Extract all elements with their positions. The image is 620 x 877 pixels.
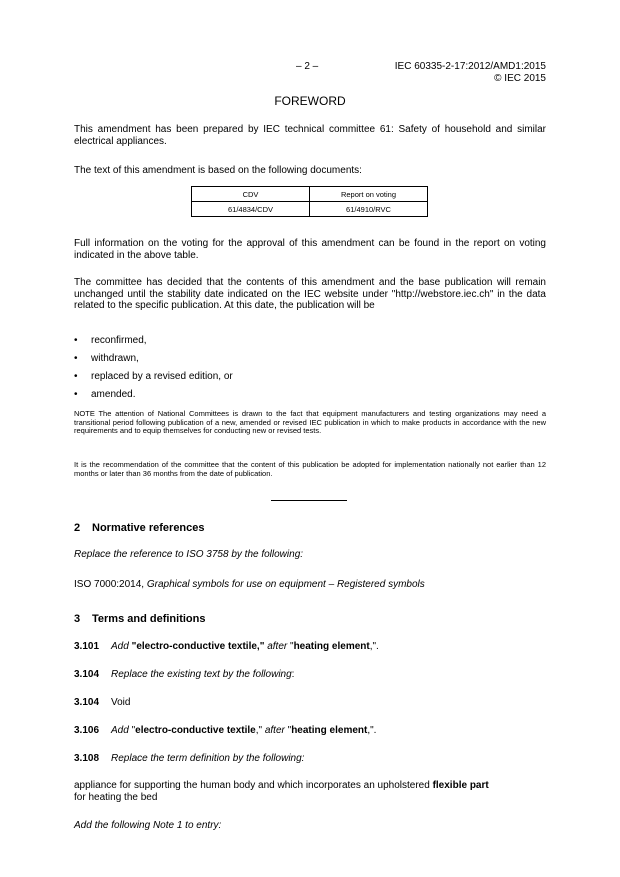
list-item-text: replaced by a revised edition, or <box>91 371 233 382</box>
stability-paragraph: The committee has decided that the contents of this amendment and the base publication will remain unchanged until the stability date indicated on the IEC website under "http://webstore.iec.ch" in the data related to the specific publication. At this date, the publication will be <box>74 277 546 311</box>
quote-open: " <box>131 725 136 736</box>
list-item <box>74 371 233 389</box>
publication-options-list <box>74 335 233 407</box>
quote-close: ,". <box>367 725 377 736</box>
clause-instruction: Replace the term definition by the following: <box>111 753 305 764</box>
bullet-icon: • <box>74 371 78 382</box>
intro-paragraph-1: This amendment has been prepared by IEC technical committee 61: Safety of household and similar electrical appliances. <box>74 124 546 147</box>
clause-3-108 <box>74 753 304 764</box>
section-number: 2 <box>74 522 81 534</box>
recommendation-paragraph: It is the recommendation of the committee that the content of this publication be adopted for implementation nationally not earlier than 12 months or later than 36 months from the date of publication. <box>74 460 546 478</box>
voting-info-paragraph: Full information on the voting for the approval of this amendment can be found in the report on voting indicated in the above table. <box>74 238 546 261</box>
section-2-heading <box>74 522 205 534</box>
bullet-icon: • <box>74 353 78 364</box>
clause-number: 3.108 <box>74 753 100 764</box>
intro-paragraph-2: The text of this amendment is based on the following documents: <box>74 165 362 176</box>
list-item <box>74 353 233 371</box>
section-title: Terms and definitions <box>92 613 206 625</box>
clause-term: electro-conductive textile <box>135 725 256 736</box>
list-item <box>74 389 233 407</box>
voting-table-row <box>192 202 428 217</box>
quote-open: " <box>290 641 294 652</box>
definition-text-end: for heating the bed <box>74 791 158 803</box>
clause-number: 3.104 <box>74 697 100 708</box>
reference-title: Graphical symbols for use on equipment – Registered symbols <box>146 579 425 590</box>
clause-colon: : <box>291 669 295 680</box>
copyright-text: © IEC 2015 <box>494 72 546 84</box>
section-title: Normative references <box>92 522 205 534</box>
clause-number: 3.101 <box>74 641 100 652</box>
bullet-icon: • <box>74 389 78 400</box>
clause-action: Add <box>111 725 129 736</box>
clause-3-101 <box>74 641 379 652</box>
note-paragraph: NOTE The attention of National Committees is drawn to the fact that equipment manufacturers and testing organizations may need a transitional period following publication of a new, amended or revised IEC publication in which to make products in accordance with the new requirements and to equip themselves for conducting new or revised tests. <box>74 409 546 436</box>
clause-term: "electro-conductive textile," <box>131 641 265 652</box>
voting-table-header-cell: CDV <box>192 187 310 202</box>
clause-action: Add <box>111 641 129 652</box>
page-title: FOREWORD <box>274 94 346 108</box>
clause-number: 3.106 <box>74 725 100 736</box>
clause-after: after <box>264 725 285 736</box>
definition-term: flexible part <box>432 780 489 791</box>
voting-table-header-cell: Report on voting <box>310 187 428 202</box>
voting-table-cell: 61/4910/RVC <box>310 202 428 217</box>
bullet-icon: • <box>74 335 78 346</box>
quote-close: ," <box>255 725 263 736</box>
voting-table <box>191 186 428 217</box>
clause-reference: heating element <box>291 725 368 736</box>
page-number: – 2 – <box>296 61 319 72</box>
separator-line <box>271 500 347 501</box>
document-identifier <box>360 61 546 84</box>
list-item-text: reconfirmed, <box>91 335 147 346</box>
note-instruction: Add the following Note 1 to entry: <box>74 820 222 831</box>
definition-paragraph <box>74 780 546 803</box>
voting-table-header-row <box>192 187 428 202</box>
clause-number: 3.104 <box>74 669 100 680</box>
clause-text: Void <box>111 697 131 708</box>
list-item-text: withdrawn, <box>91 353 139 364</box>
list-item <box>74 335 233 353</box>
voting-table-cell: 61/4834/CDV <box>192 202 310 217</box>
clause-3-106 <box>74 725 376 736</box>
quote-open: " <box>287 725 292 736</box>
list-item-text: amended. <box>91 389 136 400</box>
section-3-heading <box>74 613 205 625</box>
clause-3-104-instruction <box>74 669 294 680</box>
clause-reference: heating element <box>293 641 370 652</box>
reference-number: ISO 7000:2014, <box>74 579 147 590</box>
doc-id-text: IEC 60335-2-17:2012/AMD1:2015 <box>394 61 546 72</box>
quote-close: ,". <box>369 641 379 652</box>
section-2-instruction: Replace the reference to ISO 3758 by the following: <box>74 549 304 560</box>
normative-reference <box>74 579 425 590</box>
clause-instruction: Replace the existing text by the following <box>111 669 292 680</box>
section-number: 3 <box>74 613 81 625</box>
clause-after: after <box>267 641 288 652</box>
clause-3-104-void <box>74 697 130 708</box>
definition-text: appliance for supporting the human body and which incorporates an upholstered <box>74 780 433 791</box>
